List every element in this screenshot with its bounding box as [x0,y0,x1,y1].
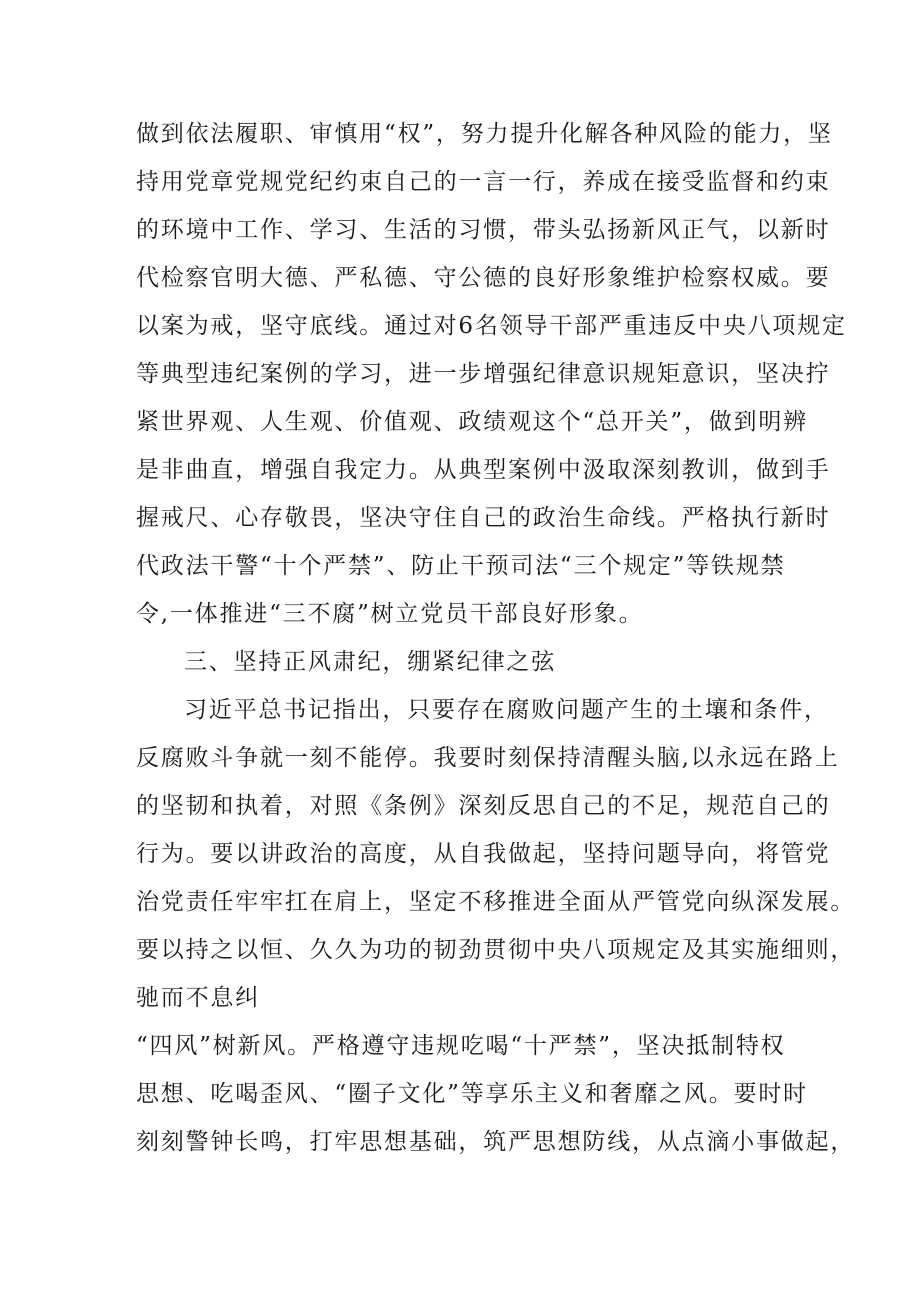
paragraph-line: 代政法干警“十个严禁”、防止干预司法“三个规定”等铁规禁 [136,553,786,579]
section-heading: 三、坚持正风肃纪，绷紧纪律之弦 [184,649,556,675]
paragraph-line: 要以持之以恒、久久为功的韧劲贯彻中央八项规定及其实施细则， [136,937,856,963]
paragraph-line: 行为。要以讲政治的高度，从自我做起，坚持问题导向，将管党 [136,841,831,867]
paragraph-line: 的坚韧和执着，对照《条例》深刻反思自己的不足，规范自己的 [136,793,831,819]
paragraph-line: 的环境中工作、学习、生活的习惯，带头弘扬新风正气，以新时 [136,217,831,243]
paragraph-line: 驰而不息纠 [136,985,260,1011]
paragraph-line: 思想、吃喝歪风、“圈子文化”等享乐主义和奢靡之风。要时时 [136,1081,808,1107]
paragraph-line: 反腐败斗争就一刻不能停。我要时刻保持清醒头脑,以永远在路上 [136,745,840,771]
paragraph-line: 习近平总书记指出，只要存在腐败问题产生的土壤和条件， [184,697,829,723]
paragraph-line: “四风”树新风。严格遵守违规吃喝“十严禁”，坚决抵制特权 [136,1033,786,1059]
paragraph-line: 紧世界观、人生观、价值观、政绩观这个“总开关”，做到明辨 [136,409,808,435]
paragraph-line: 握戒尺、心存敬畏，坚决守住自己的政治生命线。严格执行新时 [136,505,831,531]
paragraph-line: 做到依法履职、审慎用“权”，努力提升化解各种风险的能力，坚 [136,121,833,147]
paragraph-line: 以案为戒，坚守底线。通过对6名领导干部严重违反中央八项规定 [136,313,847,339]
paragraph-line: 是非曲直，增强自我定力。从典型案例中汲取深刻教训，做到手 [136,457,831,483]
paragraph-line: 刻刻警钟长鸣，打牢思想基础，筑严思想防线，从点滴小事做起， [136,1129,856,1155]
paragraph-line: 等典型违纪案例的学习，进一步增强纪律意识规矩意识，坚决拧 [136,361,831,387]
paragraph-line: 代检察官明大德、严私德、守公德的良好形象维护检察权威。要 [136,265,831,291]
paragraph-line: 治党责任牢牢扛在肩上，坚定不移推进全面从严管党向纵深发展。 [136,889,856,915]
paragraph-line: 持用党章党规党纪约束自己的一言一行，养成在接受监督和约束 [136,169,831,195]
paragraph-line: 令,一体推进“三不腐”树立党员干部良好形象。 [136,601,644,627]
